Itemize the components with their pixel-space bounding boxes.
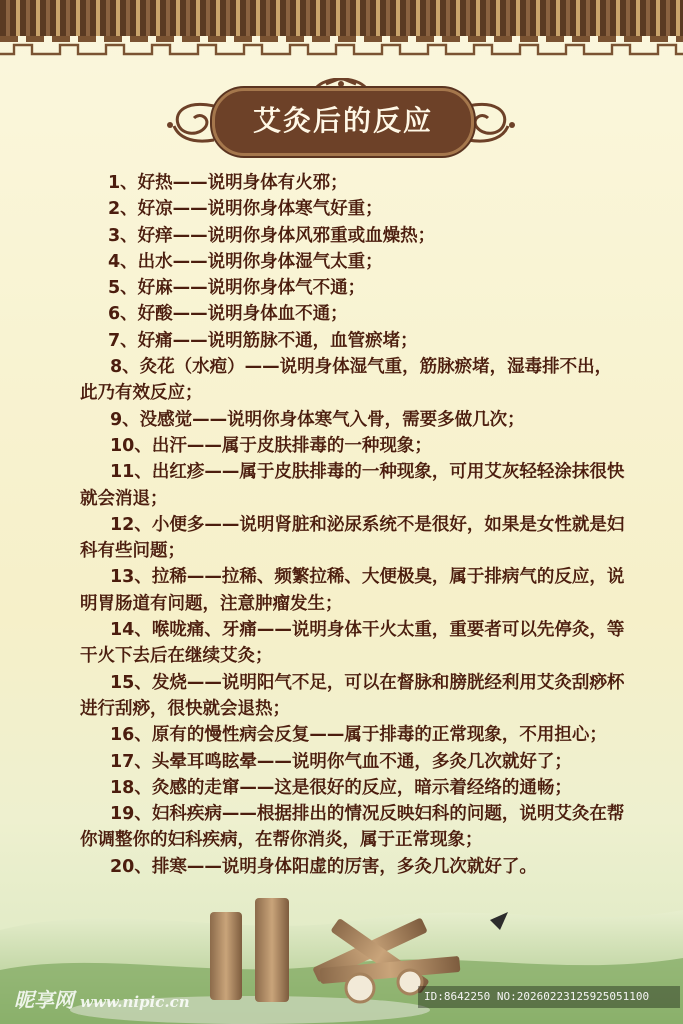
reaction-item: 1、好热——说明身体有火邪； — [108, 173, 348, 193]
watermark-url: www.nipic.cn — [80, 993, 190, 1011]
reaction-item: 16、原有的慢性病会反复——属于排毒的正常现象，不用担心； — [110, 725, 607, 746]
reaction-item: 12、小便多——说明肾脏和泌尿系统不是很好，如果是女性就是妇科有些问题； — [80, 514, 625, 562]
reaction-item: 9、没感觉——说明你身体寒气入骨，需要多做几次； — [110, 409, 525, 430]
reaction-item: 3、好痒——说明你身体风邪重或血燥热； — [108, 225, 436, 246]
watermark — [14, 984, 190, 1013]
reaction-item: 10、出汗——属于皮肤排毒的一种现象； — [110, 435, 432, 456]
reaction-item: 20、排寒——说明身体阳虚的厉害，多灸几次就好了。 — [110, 856, 537, 877]
reaction-item: 13、拉稀——拉稀、频繁拉稀、大便极臭，属于排病气的反应，说明胃肠道有问题，注意肿瘤发生； — [80, 567, 625, 614]
reaction-item: 8、灸花（水疱）——说明身体湿气重，筋脉瘀堵，湿毒排不出，此乃有效反应； — [80, 357, 613, 404]
reaction-item: 11、出红疹——属于皮肤排毒的一种现象，可用艾灰轻轻涂抹很快就会消退； — [80, 462, 625, 509]
reaction-item: 19、妇科疾病——根据排出的情况反映妇科的问题，说明艾灸在帮你调整你的妇科疾病，在帮你消炎，属于正常现象； — [80, 804, 625, 851]
reaction-list — [80, 170, 628, 880]
image-id-bar: ID:8642250 NO:20260223125925051100 — [418, 986, 680, 1008]
reaction-item: 7、好痛——说明筋脉不通，血管瘀堵； — [108, 330, 418, 351]
reaction-item: 6、好酸——说明身体血不通； — [108, 304, 348, 325]
reaction-item: 15、发烧——说明阳气不足，可以在督脉和膀胱经利用艾灸刮痧杯进行刮痧，很快就会退热； — [80, 672, 625, 719]
page-title: 艾灸后的反应 — [252, 104, 433, 137]
reaction-item: 17、头晕耳鸣眩晕——说明你气血不通，多灸几次就好了； — [110, 751, 572, 772]
reaction-item: 18、灸感的走窜——这是很好的反应，暗示着经络的通畅； — [110, 777, 572, 798]
title-banner — [166, 78, 516, 164]
reaction-item: 14、喉咙痛、牙痛——说明身体干火太重，重要者可以先停灸，等干火下去后在继续艾灸； — [80, 620, 625, 667]
watermark-brand: 昵享网 — [14, 988, 74, 1012]
reaction-item: 2、好凉——说明你身体寒气好重； — [108, 199, 383, 220]
reaction-item: 5、好麻——说明你身体气不通； — [108, 278, 366, 299]
ornamental-border-top — [0, 0, 683, 36]
fret-pattern — [0, 42, 683, 56]
reaction-item: 4、出水——说明你身体湿气太重； — [108, 251, 383, 272]
